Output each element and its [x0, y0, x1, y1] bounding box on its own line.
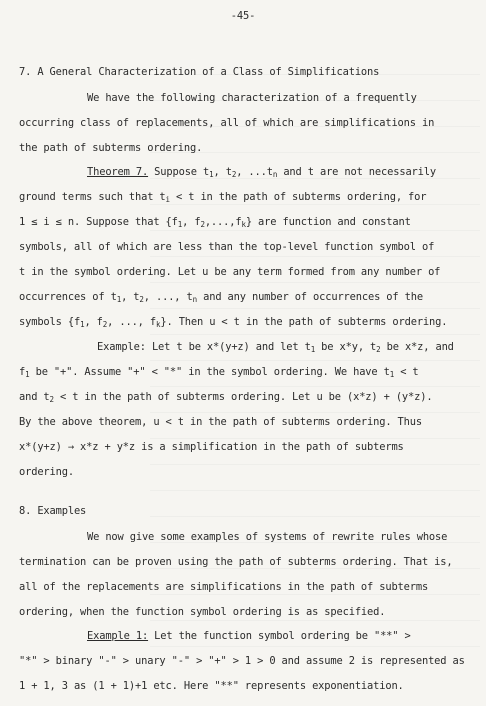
theorem-label: Theorem 7. [87, 166, 149, 178]
example-line: $f_1$ be "+". Assume "+" < "*" in the symbol ordering. We have $t_1 < t$ [19, 366, 419, 379]
page-number: -45- [230, 10, 256, 22]
example-line: Example: Let t be x*(y+z) and let $t_1$ be x*y, $t_2$ be x*z, and [97, 341, 454, 354]
theorem-line: t in the symbol ordering. Let u be any term formed from any number of [19, 266, 441, 278]
paragraph-line: We now give some examples of systems of rewrite rules whose [87, 531, 448, 543]
paragraph-line: We have the following characterization of a frequently [87, 92, 417, 104]
paragraph-line: ordering, when the function symbol ordering is as specified. [19, 606, 386, 618]
section-8-heading: 8. Examples [19, 505, 87, 517]
theorem-line: symbols {$f_1$, $f_2$, ..., $f_k$}. Then u < t in the path of subterms ordering. [19, 316, 448, 329]
paragraph-line: termination can be proven using the path of subterms ordering. That is, [19, 556, 453, 568]
paragraph-line: occurring class of replacements, all of which are simplifications in [19, 117, 435, 129]
theorem-line: Theorem 7. Suppose $t_1$, $t_2$, $...t_n$ and t are not necessarily [87, 166, 436, 179]
example-1-line: Example 1: Let the function symbol ordering be "**" > [87, 630, 411, 642]
example-line: and $t_2 < t$ in the path of subterms ordering. Let u be (x*z) + (y*z). [19, 391, 433, 404]
example-1-line: "*" > binary "-" > unary "-" > "+" > 1 > 0 and assume 2 is represented as [19, 655, 465, 667]
example-line: By the above theorem, u < t in the path of subterms ordering. Thus [19, 416, 422, 428]
example-line: x*(y+z) → x*z + y*z is a simplification in the path of subterms [19, 441, 404, 453]
section-7-heading: 7. A General Characterization of a Class of Simplifications [19, 66, 380, 78]
theorem-line: 1 ≤ i ≤ n. Suppose that {$f_1$, $f_2,...,f_k$} are function and constant [19, 216, 411, 229]
example-1-line: 1 + 1, 3 as (1 + 1)+1 etc. Here "**" represents exponentiation. [19, 680, 404, 692]
example-1-label: Example 1: [87, 630, 149, 642]
theorem-line: ground terms such that $t_i < t$ in the path of subterms ordering, for [19, 191, 427, 204]
theorem-line: symbols, all of which are less than the top-level function symbol of [19, 241, 435, 253]
example-line: ordering. [19, 466, 74, 478]
theorem-line: occurrences of $t_1$, $t_2$, ..., $t_n$ and any number of occurrences of the [19, 291, 423, 304]
paragraph-line: the path of subterms ordering. [19, 142, 203, 154]
paragraph-line: all of the replacements are simplifications in the path of subterms [19, 581, 429, 593]
